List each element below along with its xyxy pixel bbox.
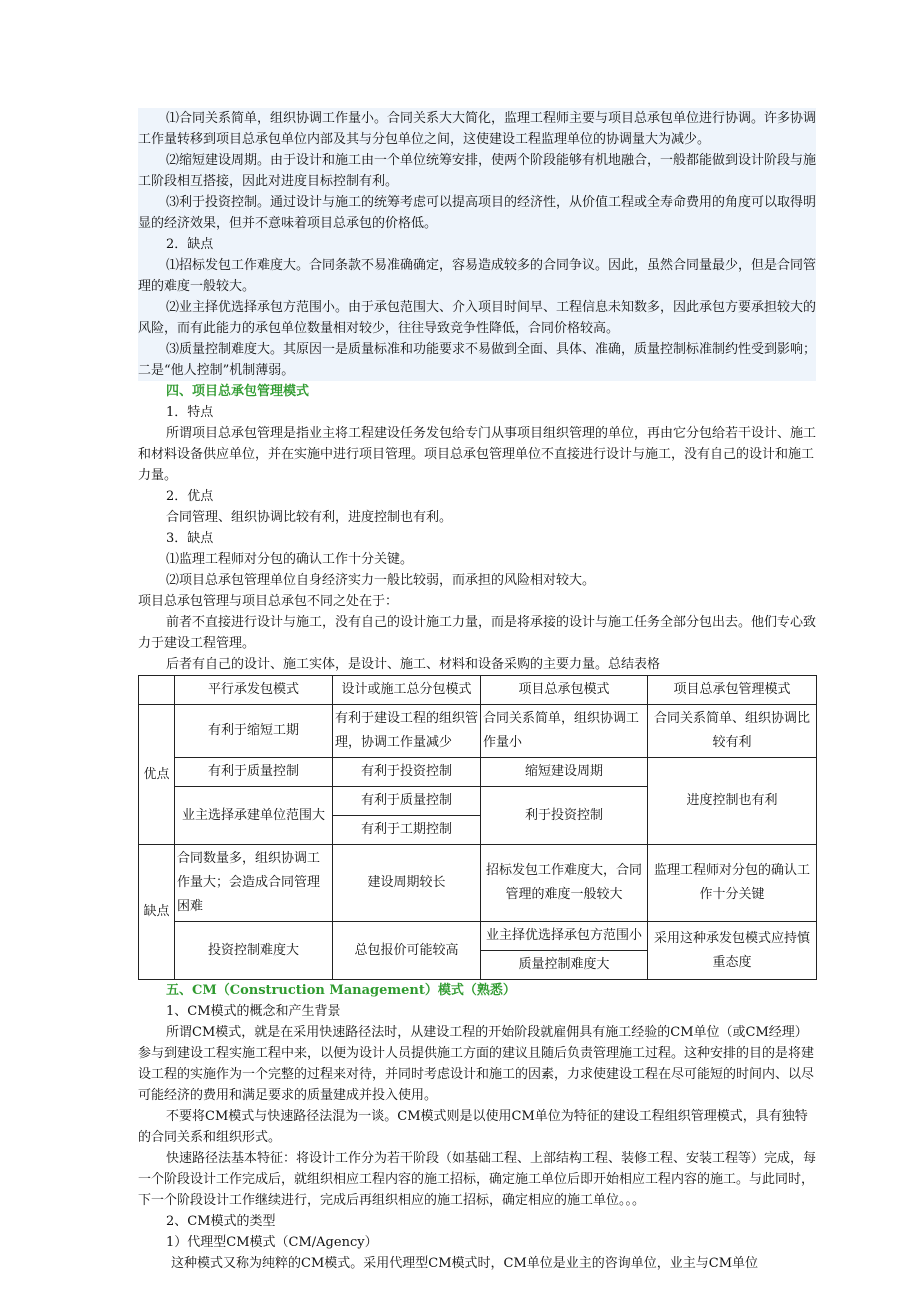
subheading: 2．缺点	[166, 237, 214, 252]
section-heading: 四、项目总承包管理模式	[166, 384, 310, 399]
paragraph: ⑴招标发包工作难度大。合同条款不易准确确定，容易造成较多的合同争议。因此，虽然合同量最少，但是合同管理的难度一般较大。	[138, 258, 817, 294]
table-cell: 有利于质量控制	[333, 787, 481, 816]
paragraph: ⑴监理工程师对分包的确认工作十分关键。	[166, 552, 414, 567]
advantages-disadvantages-block	[138, 108, 816, 381]
paragraph: 这种模式又称为纯粹的CM模式。采用代理型CM模式时，CM单位是业主的咨询单位，业主与CM单位	[171, 1256, 759, 1271]
subheading: 2．优点	[166, 489, 214, 504]
table-header-cell	[139, 676, 175, 705]
paragraph: 所谓项目总承包管理是指业主将工程建设任务发包给专门从事项目组织管理的单位，再由它分包给若干设计、施工和材料设备供应单位，并在实施中进行项目管理。项目总承包管理单位不直接进行设计与施工，没有自己的设计和施工力量。	[138, 426, 817, 483]
paragraph: ⑶利于投资控制。通过设计与施工的统筹考虑可以提高项目的经济性，从价值工程或全寿命费用的角度可以取得明显的经济效果，但并不意味着项目总承包的价格低。	[138, 195, 817, 231]
disadvantages-label: 缺点	[139, 845, 175, 980]
table-cell: 采用这种承发包模式应持慎重态度	[648, 922, 817, 980]
section-heading: 五、CM（Construction Management）模式（熟悉）	[166, 983, 516, 998]
paragraph: 前者不直接进行设计与施工，没有自己的设计施工力量，而是将承接的设计与施工任务全部分包出去。他们专心致力于建设工程管理。	[138, 615, 817, 651]
table-cell: 合同数量多，组织协调工作量大；会造成合同管理困难	[175, 845, 333, 922]
comparison-table	[138, 675, 817, 980]
table-cell: 缩短建设周期	[481, 758, 648, 787]
paragraph: 所谓CM模式，就是在采用快速路径法时，从建设工程的开始阶段就雇佣具有施工经验的CM单位（或CM经理）参与到建设工程实施工程中来，以便为设计人员提供施工方面的建议且随后负责管理施工过程。这种安排的目的是将建设工程的实施作为一个完整的过程来对待，并同时考虑设计和施工的因素，力求使建设工程在尽可能短的时间内、以尽可能经济的费用和满足要求的质量建成并投入使用。	[138, 1025, 815, 1103]
advantages-label: 优点	[139, 705, 175, 845]
subheading: 3．缺点	[166, 531, 214, 546]
table-cell: 有利于缩短工期	[175, 705, 333, 758]
table-cell: 监理工程师对分包的确认工作十分关键	[648, 845, 817, 922]
paragraph: ⑵项目总承包管理单位自身经济实力一般比较弱，而承担的风险相对较大。	[166, 573, 596, 588]
table-header-cell: 项目总承包管理模式	[648, 676, 817, 705]
table-cell: 合同关系简单、组织协调比较有利	[648, 705, 817, 758]
table-cell: 建设周期较长	[333, 845, 481, 922]
table-header-row	[139, 676, 817, 705]
paragraph: 后者有自己的设计、施工实体，是设计、施工、材料和设备采购的主要力量。总结表格	[166, 657, 661, 672]
subheading: 1．特点	[166, 405, 214, 420]
paragraph: 项目总承包管理与项目总承包不同之处在于：	[138, 594, 399, 609]
table-cell: 有利于投资控制	[333, 758, 481, 787]
document-page	[138, 108, 816, 1274]
subheading: 1、CM模式的概念和产生背景	[166, 1004, 341, 1019]
table-row	[139, 758, 817, 787]
paragraph: ⑵业主择优选择承包方范围小。由于承包范围大、介入项目时间早、工程信息未知数多，因此承包方要承担较大的风险，而有此能力的承包单位数量相对较少，往往导致竞争性降低，合同价格较高。	[138, 300, 817, 336]
table-header-cell: 设计或施工总分包模式	[333, 676, 481, 705]
paragraph: 快速路径法基本特征：将设计工作分为若干阶段（如基础工程、上部结构工程、装修工程、安装工程等）完成，每一个阶段设计工作完成后，就组织相应工程内容的施工招标，确定施工单位后即开始相应工程内容的施工。与此同时，下一个阶段设计工作继续进行，完成后再组织相应的施工招标，确定相应的施工单位。。。	[138, 1151, 817, 1208]
table-cell: 合同关系简单，组织协调工作量小	[481, 705, 648, 758]
table-header-cell: 平行承发包模式	[175, 676, 333, 705]
paragraph: 合同管理、组织协调比较有利，进度控制也有利。	[166, 510, 453, 525]
table-row	[139, 845, 817, 922]
paragraph: ⑵缩短建设周期。由于设计和施工由一个单位统筹安排，使两个阶段能够有机地融合，一般都能做到设计阶段与施工阶段相互搭接，因此对进度目标控制有利。	[138, 153, 817, 189]
table-row	[139, 705, 817, 758]
paragraph: ⑶质量控制难度大。其原因一是质量标准和功能要求不易做到全面、具体、准确，质量控制标准制约性受到影响；二是“他人控制”机制薄弱。	[138, 342, 817, 378]
table-row	[139, 922, 817, 951]
subheading: 1）代理型CM模式（CM/Agency）	[166, 1235, 378, 1250]
table-cell: 质量控制难度大	[481, 951, 648, 980]
table-cell: 投资控制难度大	[175, 922, 333, 980]
table-cell: 有利于建设工程的组织管理，协调工作量减少	[333, 705, 481, 758]
table-cell: 总包报价可能较高	[333, 922, 481, 980]
subheading: 2、CM模式的类型	[166, 1214, 276, 1229]
paragraph: 不要将CM模式与快速路径法混为一谈。CM模式则是以使用CM单位为特征的建设工程组织管理模式，具有独特的合同关系和组织形式。	[138, 1109, 808, 1145]
table-cell: 业主选择承建单位范围大	[175, 787, 333, 845]
paragraph: ⑴合同关系简单，组织协调工作量小。合同关系大大简化，监理工程师主要与项目总承包单位进行协调。许多协调工作量转移到项目总承包单位内部及其与分包单位之间，这使建设工程监理单位的协调量大为减少。	[138, 111, 817, 147]
table-cell: 进度控制也有利	[648, 758, 817, 845]
table-cell: 有利于质量控制	[175, 758, 333, 787]
table-cell: 有利于工期控制	[333, 816, 481, 845]
table-cell: 业主择优选择承包方范围小	[481, 922, 648, 951]
table-cell: 利于投资控制	[481, 787, 648, 845]
table-cell: 招标发包工作难度大，合同管理的难度一般较大	[481, 845, 648, 922]
table-header-cell: 项目总承包模式	[481, 676, 648, 705]
